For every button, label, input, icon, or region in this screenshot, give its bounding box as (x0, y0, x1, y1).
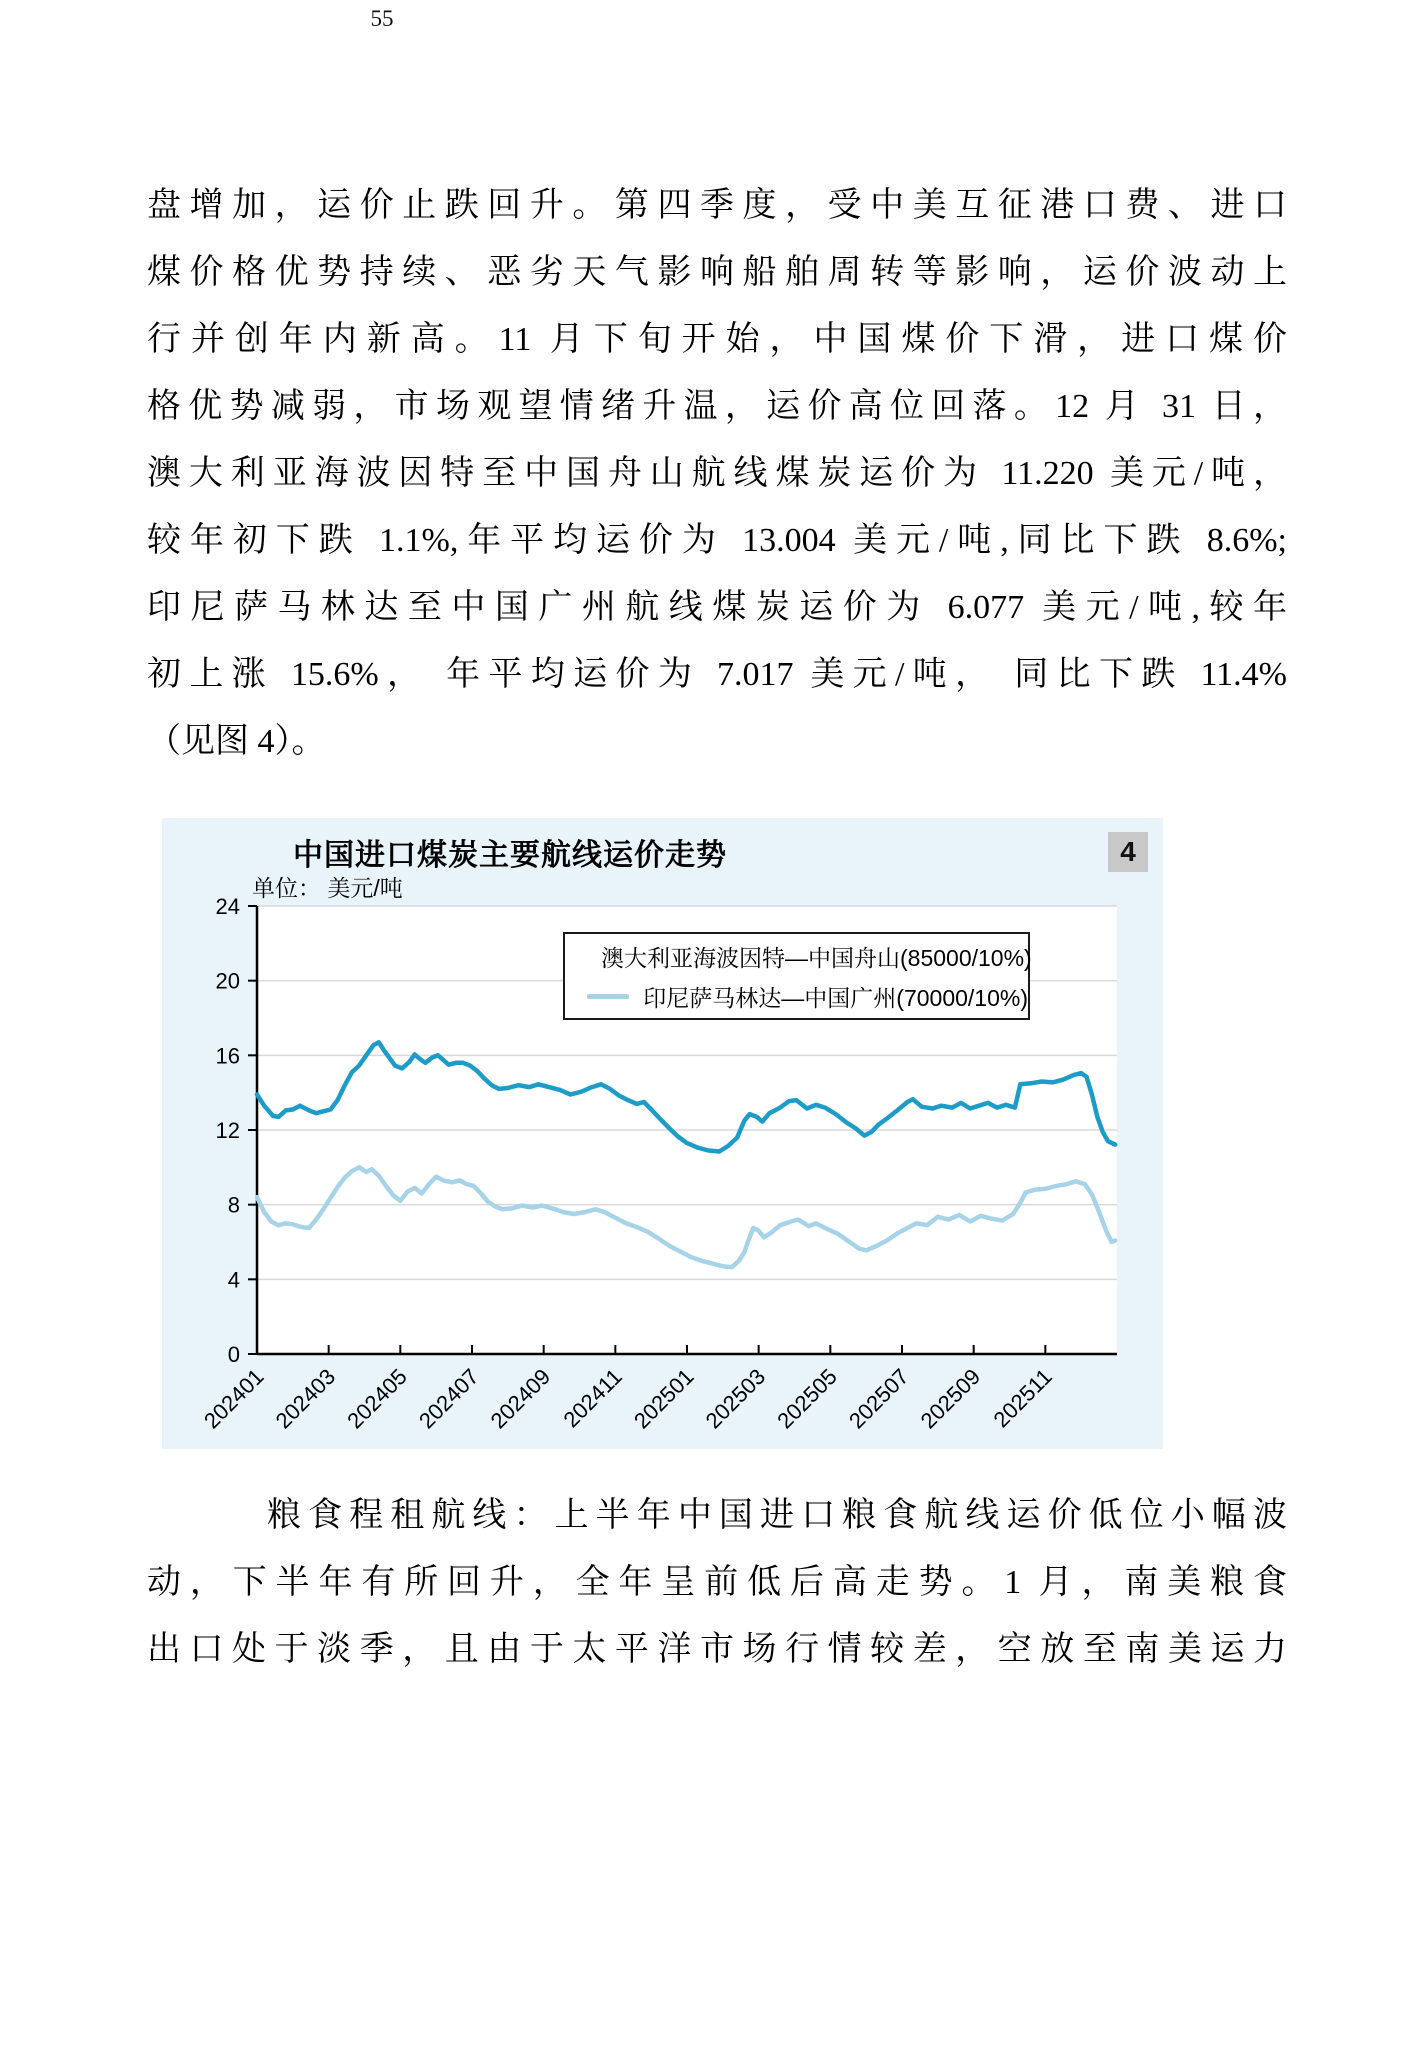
y-tick-label: 4 (227, 1267, 240, 1293)
body-line: 行并创年内新高。11 月下旬开始，中国煤价下滑，进口煤价 (147, 321, 1287, 358)
body-line: 较年初下跌 1.1%,年平均运价为 13.004 美元/吨,同比下跌 8.6%; (147, 522, 1287, 559)
body-line: 粮食程租航线：上半年中国进口粮食航线运价低位小幅波 (267, 1497, 1287, 1534)
figure-number-badge: 4 (1108, 832, 1148, 872)
y-tick-label: 24 (215, 894, 240, 919)
body-line: 盘增加，运价止跌回升。第四季度，受中美互征港口费、进口 (147, 187, 1287, 224)
series-line-1 (257, 1167, 1115, 1267)
body-line: 格优势减弱，市场观望情绪升温，运价高位回落。12 月 31 日， (147, 388, 1287, 425)
y-tick-label: 0 (227, 1342, 240, 1367)
x-tick-label: 202411 (558, 1363, 627, 1433)
y-tick-label: 12 (215, 1118, 240, 1143)
x-tick-label: 202409 (485, 1363, 556, 1434)
paragraph-grain-routes (147, 1482, 1287, 1683)
y-tick-label: 16 (215, 1043, 240, 1069)
legend-label: 澳大利亚海波因特—中国舟山(85000/10%) (601, 944, 1032, 971)
figure-container (162, 818, 1163, 1449)
x-tick-label: 202501 (628, 1363, 699, 1434)
x-tick-label: 202405 (342, 1363, 412, 1434)
body-line: 初上涨 15.6%， 年平均运价为 7.017 美元/吨， 同比下跌 11.4% (147, 656, 1287, 693)
chart-legend (563, 932, 1030, 1020)
y-tick-label: 8 (227, 1192, 240, 1218)
x-tick-label: 202403 (270, 1363, 341, 1434)
unit-label: 单位： 美元/吨 (252, 875, 403, 901)
x-tick-label: 202407 (413, 1363, 484, 1434)
x-tick-label: 202505 (772, 1363, 842, 1434)
legend-line-swatch (587, 994, 629, 999)
chart-plot-area (198, 894, 1117, 1434)
legend-label: 印尼萨马林达—中国广州(70000/10%) (643, 984, 1028, 1011)
x-tick-label: 202509 (915, 1363, 986, 1434)
x-tick-label: 202507 (843, 1363, 914, 1434)
body-line: 澳大利亚海波因特至中国舟山航线煤炭运价为 11.220 美元/吨， (147, 455, 1287, 492)
body-line: （见图 4）。 (147, 723, 326, 760)
x-tick-label: 202511 (988, 1363, 1057, 1433)
x-tick-label: 202503 (700, 1363, 771, 1434)
body-line: 印尼萨马林达至中国广州航线煤炭运价为 6.077 美元/吨,较年 (147, 589, 1287, 626)
page-number: 55 (370, 6, 394, 31)
series-line-0 (257, 1042, 1115, 1151)
body-line: 煤价格优势持续、恶劣天气影响船舶周转等影响，运价波动上 (147, 254, 1287, 291)
body-line: 出口处于淡季，且由于太平洋市场行情较差，空放至南美运力 (147, 1631, 1287, 1668)
figure-title: 中国进口煤炭主要航线运价走势 (293, 839, 727, 872)
legend-item (587, 940, 1032, 973)
y-tick-label: 20 (215, 968, 240, 994)
body-line: 动，下半年有所回升，全年呈前低后高走势。1 月，南美粮食 (147, 1564, 1287, 1601)
x-tick-label: 202401 (198, 1363, 269, 1434)
legend-item (587, 980, 1028, 1013)
paragraph-coal-routes (147, 172, 1287, 775)
